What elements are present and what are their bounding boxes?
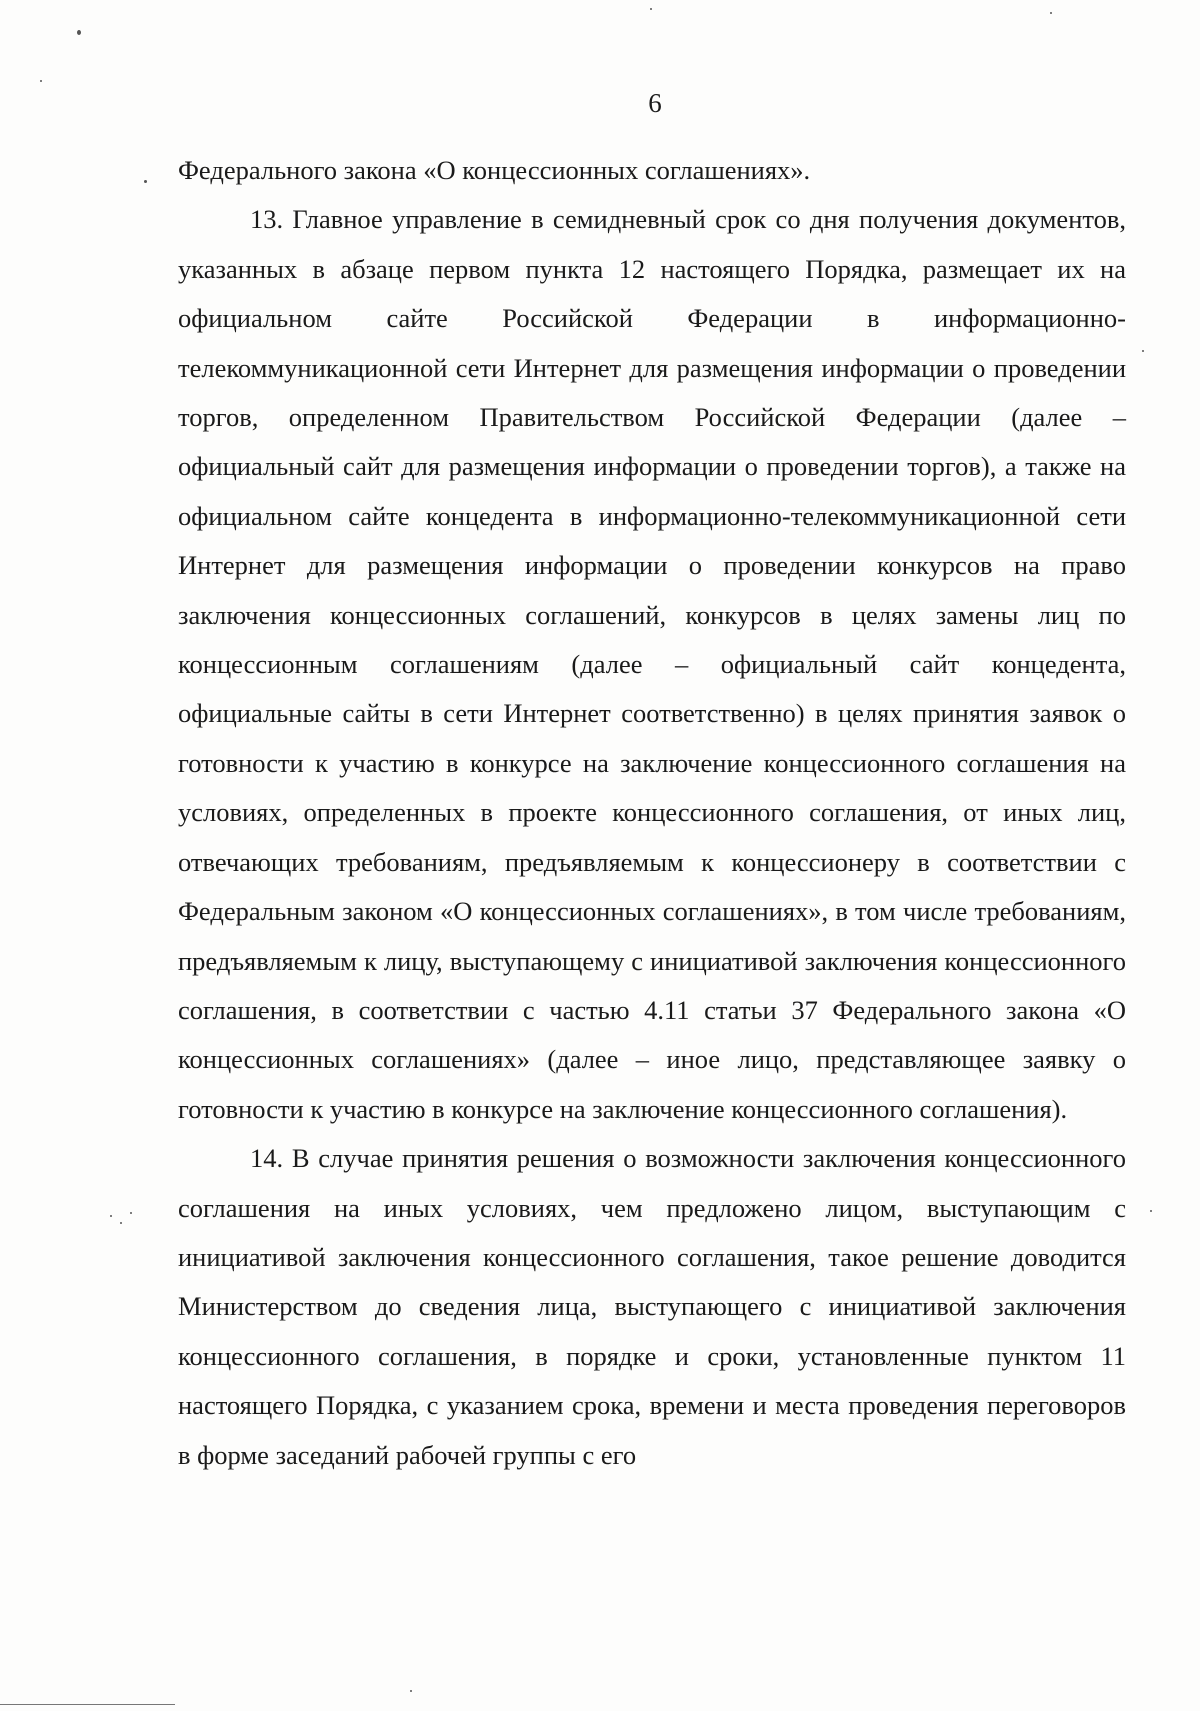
page-number: 6 [648,88,662,118]
scan-speck [110,1215,112,1217]
scan-speck [40,80,42,82]
paragraph-continuation: Федерального закона «О концессионных соглашениях». [178,155,811,185]
document-body [178,146,1126,1480]
scan-speck [1150,1210,1152,1212]
scan-speck [144,180,147,183]
scan-speck [650,8,652,10]
scan-speck [410,1690,412,1692]
scan-speck [130,1212,132,1214]
scan-speck [1142,350,1144,352]
paragraph-13: 13. Главное управление в семидневный срок со дня получения документов, указанных в абзаце первом пункта 12 настоящего Порядка, размещает их на официальном сайте Российской Федерации в информационно-телекоммуникационной сети Интернет для размещения информации о проведении торгов, определенном Правительством Российской Федерации (далее – официальный сайт для размещения информации о проведении торгов), а также на официальном сайте концедента в информационно-телекоммуникационной сети Интернет для размещения информации о проведении конкурсов на право заключения концессионных соглашений, конкурсов в целях замены лиц по концессионным соглашениям (далее – официальный сайт концедента, официальные сайты в сети Интернет соответственно) в целях принятия заявок о готовности к участию в конкурсе на заключение концессионного соглашения на условиях, определенных в проекте концессионного соглашения, от иных лиц, отвечающих требованиям, предъявляемым к концессионеру в соответствии с Федеральным законом «О концессионных соглашениях», в том числе требованиям, предъявляемым к лицу, выступающему с инициативой заключения концессионного соглашения, в соответствии с частью 4.11 статьи 37 Федерального закона «О концессионных соглашениях» (далее – иное лицо, представляющее заявку о готовности к участию в конкурсе на заключение концессионного соглашения). [178,204,1126,1124]
paragraph-14: 14. В случае принятия решения о возможности заключения концессионного соглашения на иных условиях, чем предложено лицом, выступающим с инициативой заключения концессионного соглашения, такое решение доводится Министерством до сведения лица, выступающего с инициативой заключения концессионного соглашения, в порядке и сроки, установленные пунктом 11 настоящего Порядка, с указанием срока, времени и места проведения переговоров в форме заседаний рабочей группы с его [178,1143,1126,1470]
scan-speck [120,1222,122,1224]
scan-speck [77,30,81,35]
scan-speck [1050,12,1052,14]
bottom-scan-edge [0,1704,175,1705]
